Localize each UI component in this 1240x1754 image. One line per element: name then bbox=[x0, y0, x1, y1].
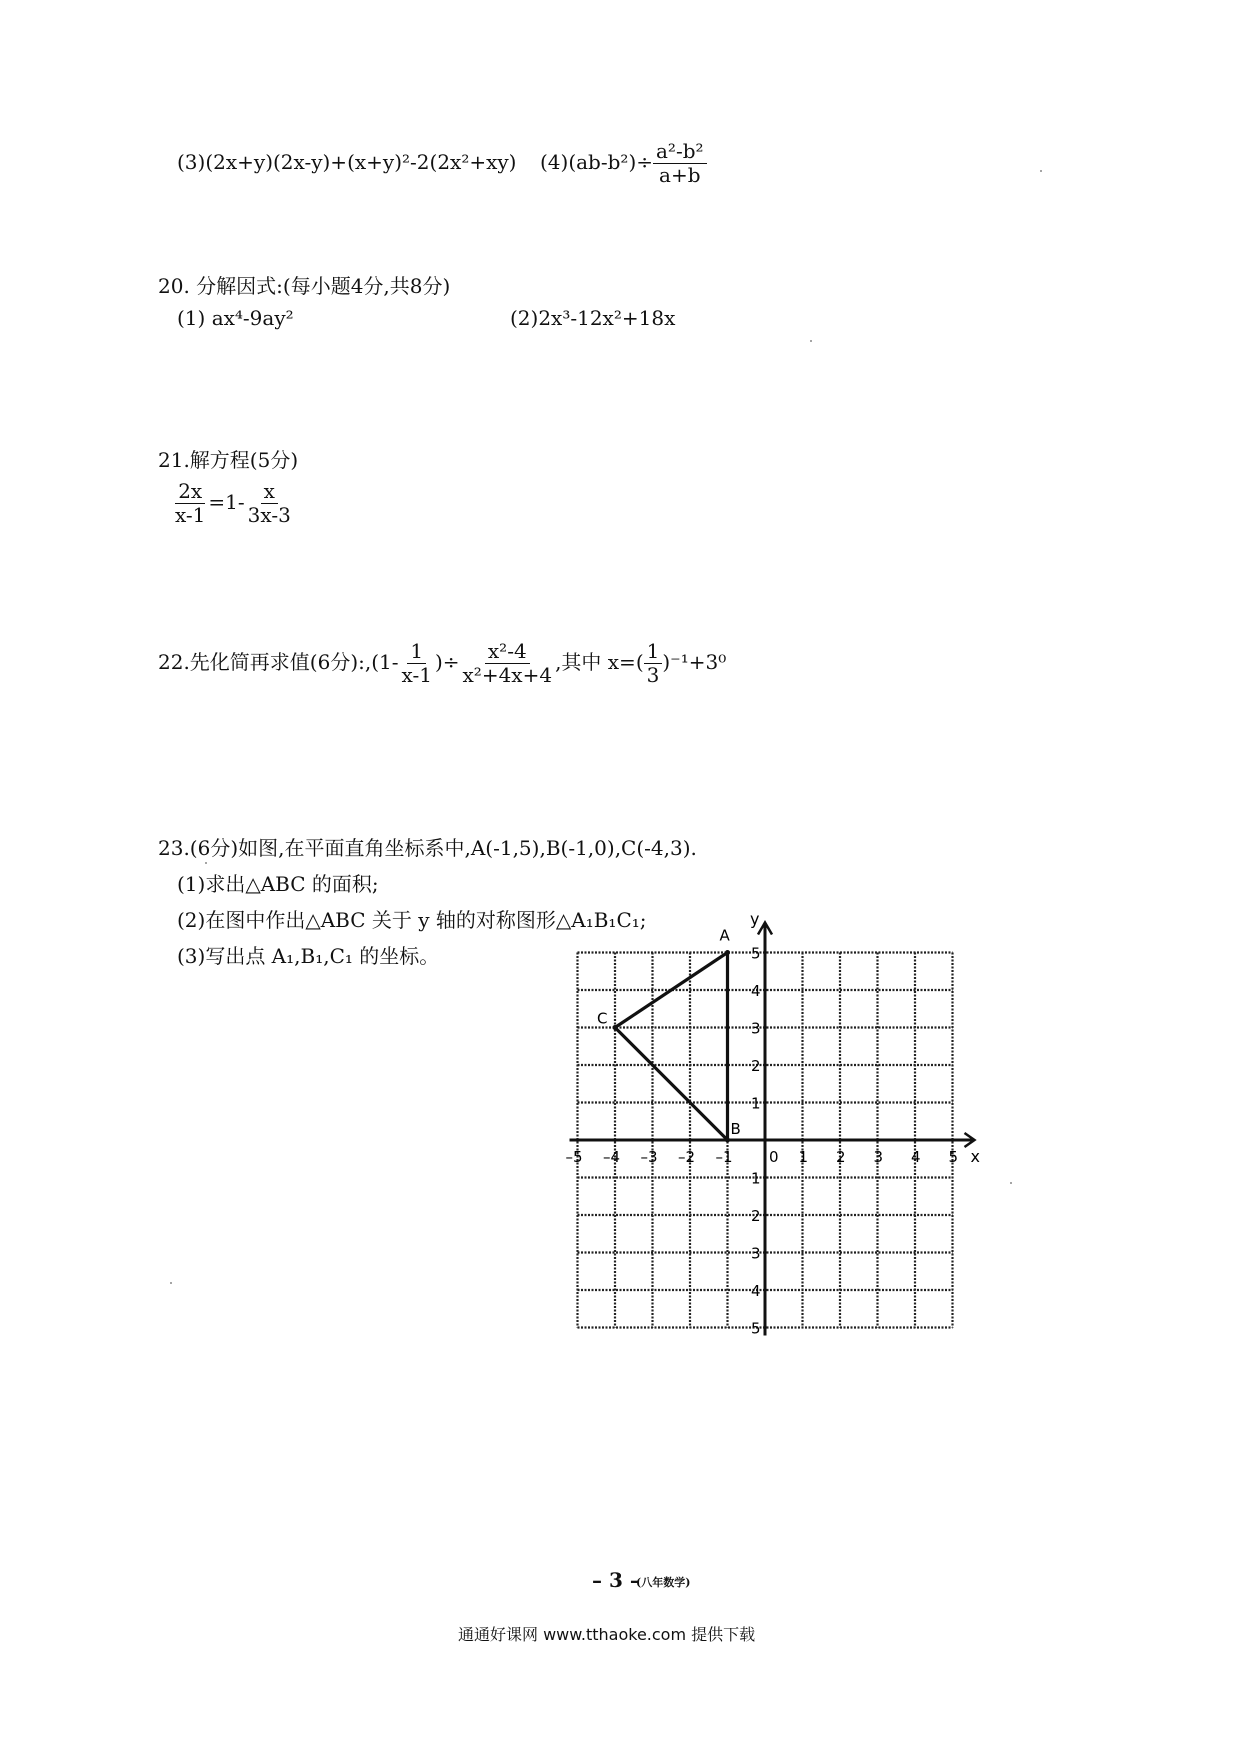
x-tick-label: –4 bbox=[603, 1148, 621, 1166]
q19-part4-denominator: a+b bbox=[659, 163, 701, 187]
point-c bbox=[613, 1025, 618, 1030]
download-source: 通通好课网 www.tthaoke.com 提供下载 bbox=[458, 1625, 756, 1644]
q23-item2: (2)在图中作出△ABC 关于 y 轴的对称图形△A₁B₁C₁; bbox=[177, 908, 647, 932]
q22-prefix: 22.先化简再求值(6分):,(1- bbox=[158, 650, 399, 674]
page-subject: (八年数学) bbox=[636, 1576, 691, 1589]
y-tick-label: 5 bbox=[751, 944, 761, 963]
q22-fraction-3 bbox=[644, 640, 663, 687]
q21-rhs-fraction bbox=[245, 480, 294, 527]
y-tick-label: 3 bbox=[751, 1244, 761, 1263]
y-tick-label: 1 bbox=[751, 1169, 761, 1188]
y-axis-label: y bbox=[750, 909, 760, 929]
q22-fraction-2-numerator: x²-4 bbox=[485, 640, 530, 664]
q22-expression bbox=[158, 640, 726, 687]
x-tick-label: –5 bbox=[565, 1148, 583, 1166]
scan-speck bbox=[810, 340, 812, 342]
q19-part4-prefix: (4)(ab-b²)÷ bbox=[540, 150, 653, 174]
q21-lhs-denominator: x-1 bbox=[175, 503, 206, 527]
q20-part1: (1) ax⁴-9ay² bbox=[177, 306, 294, 330]
x-tick-label: 4 bbox=[911, 1148, 921, 1166]
q23-item1: (1)求出△ABC 的面积; bbox=[177, 872, 379, 896]
q22-operator: )÷ bbox=[434, 650, 460, 674]
q22-fraction-3-denominator: 3 bbox=[646, 663, 660, 687]
x-tick-label: –3 bbox=[640, 1148, 658, 1166]
q22-condition-prefix: ,其中 x=( bbox=[555, 650, 644, 674]
q19-part4-fraction bbox=[653, 140, 707, 187]
q22-fraction-1 bbox=[399, 640, 435, 687]
x-tick-label: 5 bbox=[948, 1148, 959, 1166]
y-tick-label: 4 bbox=[751, 1282, 761, 1300]
scan-speck bbox=[170, 1282, 172, 1284]
x-tick-label: 2 bbox=[836, 1148, 846, 1166]
q22-fraction-2-denominator: x²+4x+4 bbox=[462, 663, 553, 687]
point-label-c: C bbox=[597, 1009, 608, 1028]
scan-speck bbox=[1040, 170, 1042, 172]
point-b bbox=[725, 1138, 730, 1143]
page-number: – 3 – bbox=[592, 1568, 640, 1592]
q22-fraction-3-numerator: 1 bbox=[644, 640, 663, 664]
point-label-a: A bbox=[719, 926, 730, 945]
q22-fraction-1-denominator: x-1 bbox=[401, 663, 432, 687]
y-tick-label: 5 bbox=[751, 1319, 761, 1338]
y-tick-label: 3 bbox=[751, 1019, 761, 1038]
q19-part4-numerator: a²-b² bbox=[653, 140, 707, 164]
point-label-b: B bbox=[730, 1120, 741, 1138]
q21-mid: =1- bbox=[208, 490, 245, 514]
q22-fraction-1-numerator: 1 bbox=[407, 640, 426, 664]
q22-fraction-2 bbox=[460, 640, 556, 687]
origin-label: 0 bbox=[769, 1148, 779, 1166]
q20-part2: (2)2x³-12x²+18x bbox=[510, 306, 676, 330]
point-a bbox=[725, 950, 730, 955]
x-tick-label: –2 bbox=[678, 1148, 696, 1166]
coordinate-grid-figure bbox=[565, 895, 1090, 1415]
y-tick-label: 1 bbox=[751, 1094, 761, 1113]
q21-rhs-numerator: x bbox=[261, 480, 278, 504]
q21-rhs-denominator: 3x-3 bbox=[247, 503, 291, 527]
scan-speck bbox=[205, 862, 207, 864]
q22-condition-suffix: )⁻¹+3⁰ bbox=[662, 650, 727, 674]
triangle-abc bbox=[615, 953, 728, 1141]
y-tick-label: 2 bbox=[751, 1207, 761, 1225]
x-axis-label: x bbox=[970, 1147, 980, 1166]
x-tick-label: 3 bbox=[873, 1148, 884, 1166]
q19-part3: (3)(2x+y)(2x-y)+(x+y)²-2(2x²+xy) bbox=[177, 150, 517, 174]
y-tick-label: 4 bbox=[751, 982, 761, 1000]
scan-speck bbox=[1010, 1182, 1012, 1184]
q23-item3: (3)写出点 A₁,B₁,C₁ 的坐标。 bbox=[177, 944, 440, 968]
x-tick-label: –1 bbox=[715, 1148, 733, 1166]
y-tick-label: 2 bbox=[751, 1057, 761, 1075]
q20-heading: 20. 分解因式:(每小题4分,共8分) bbox=[158, 274, 451, 298]
x-tick-label: 1 bbox=[798, 1148, 809, 1166]
q21-lhs-numerator: 2x bbox=[175, 480, 205, 504]
q19-part4 bbox=[540, 140, 707, 187]
q23-heading: 23.(6分)如图,在平面直角坐标系中,A(-1,5),B(-1,0),C(-4,3). bbox=[158, 836, 697, 860]
q21-equation bbox=[172, 480, 294, 527]
q21-lhs-fraction bbox=[172, 480, 208, 527]
q21-heading: 21.解方程(5分) bbox=[158, 448, 299, 472]
